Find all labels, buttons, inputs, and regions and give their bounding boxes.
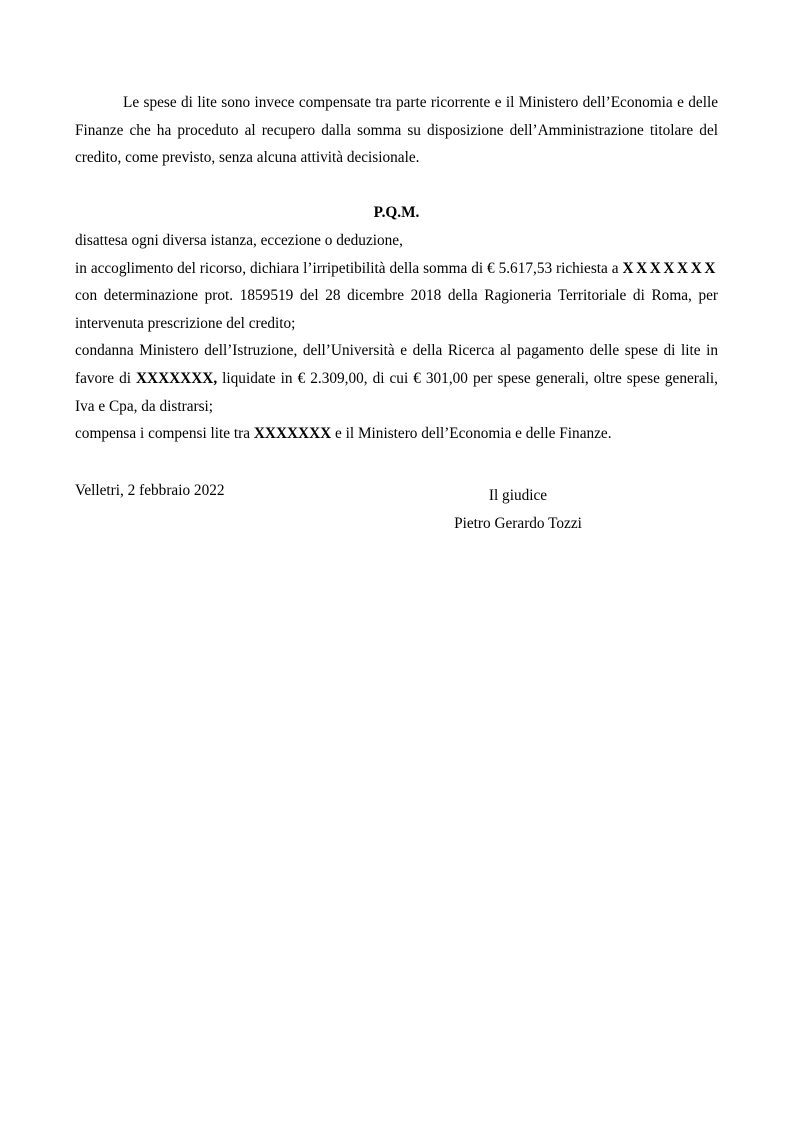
compensa-text-end: e il Ministero dell’Economia e delle Finanze. [331, 425, 612, 443]
pqm-line-accoglimento [75, 255, 718, 338]
spacer [75, 172, 718, 200]
pqm-line-compensa [75, 420, 718, 448]
redacted-name: XXXXXXX [253, 425, 332, 443]
condanna-text-end: liquidate in € 2.309,00, di cui € 301,00 per spese generali, oltre spese generali, Iva e Cpa, da distrarsi; [75, 369, 718, 415]
accoglimento-text-start: in accoglimento del ricorso, dichiara l’irripetibilità della somma di € 5.617,53 richiesta a [75, 259, 623, 277]
redacted-name: XXXXXXX, [135, 369, 218, 387]
judge-title: Il giudice [488, 487, 548, 504]
judge-name: Pietro Gerardo Tozzi [454, 515, 582, 532]
costs-paragraph: Le spese di lite sono invece compensate tra parte ricorrente e il Ministero dell’Economia e delle Finanze che ha proceduto al recupero dalla somma su disposizione dell’Amministrazione titolare del credito, come previsto, senza alcuna attività decisionale. [75, 94, 718, 167]
pqm-line-disattesa: disattesa ogni diversa istanza, eccezione o deduzione, [75, 231, 403, 249]
redacted-name: XXXXXXX [622, 259, 718, 277]
place-and-date: Velletri, 2 febbraio 2022 [75, 482, 225, 499]
signature-block [440, 482, 596, 538]
pqm-line-condanna [75, 337, 718, 420]
condanna-text-start: condanna Ministero dell’Istruzione, dell’Università e della Ricerca al pagamento delle spese di lite in favore di [75, 342, 718, 387]
document-body [75, 89, 718, 448]
accoglimento-text-end: con determinazione prot. 1859519 del 28 dicembre 2018 della Ragioneria Territoriale di Roma, per intervenuta prescrizione del credito; [75, 287, 718, 332]
compensa-text-start: compensa i compensi lite tra [75, 425, 254, 443]
pqm-heading: P.Q.M. [373, 204, 420, 222]
